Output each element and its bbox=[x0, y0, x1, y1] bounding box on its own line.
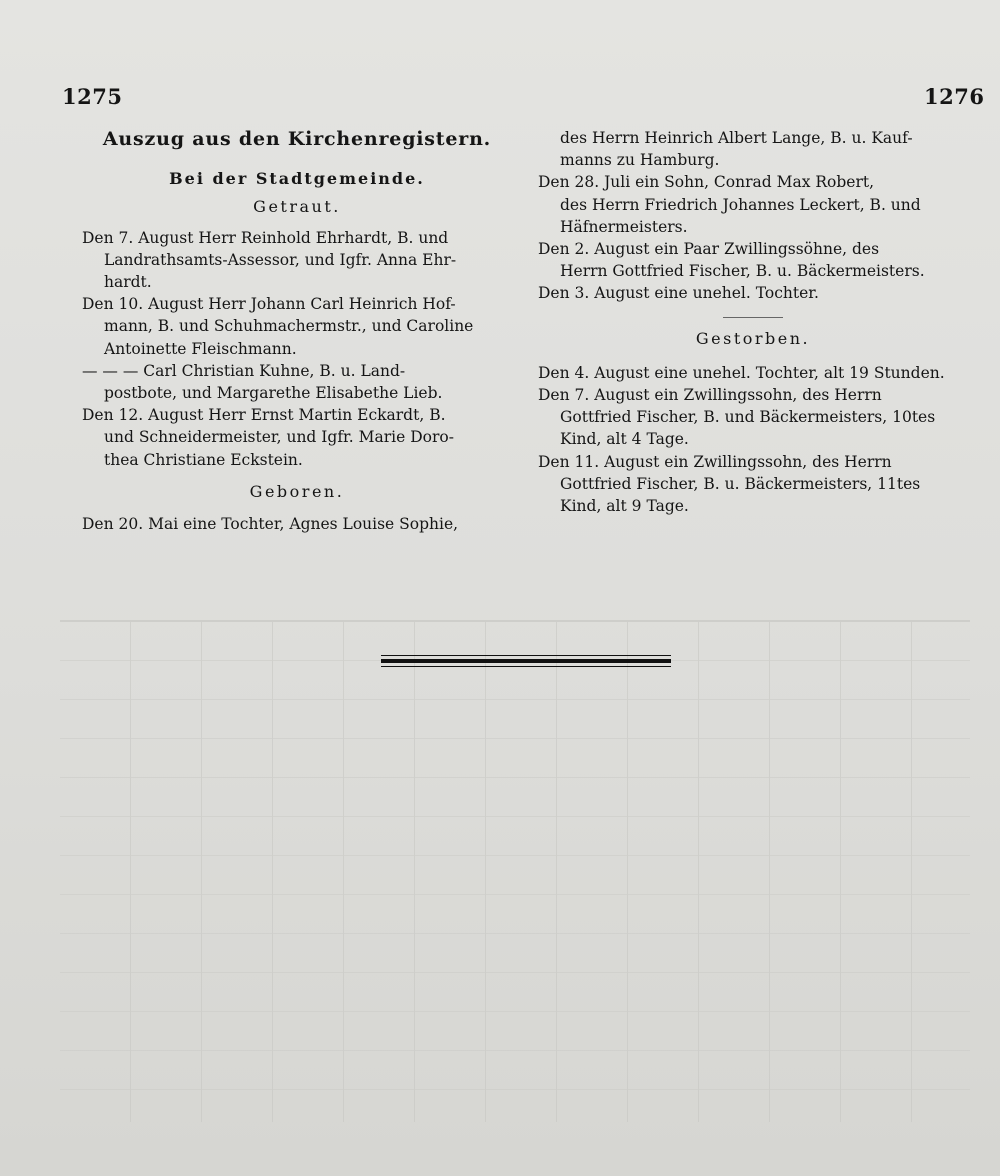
entry-line: Den 12. August Herr Ernst Martin Eckardt, B. bbox=[82, 406, 446, 425]
list-item bbox=[538, 451, 968, 518]
entry-line: Gottfried Fischer, B. u. Bäckermeisters, 11tes bbox=[560, 474, 921, 493]
list-item bbox=[538, 362, 968, 384]
list-item bbox=[82, 360, 512, 404]
died-heading: Gestorben. bbox=[695, 328, 811, 348]
married-heading: Getraut. bbox=[253, 197, 341, 217]
entry-line: postbote, und Margarethe Elisabethe Lieb. bbox=[104, 384, 443, 403]
list-item bbox=[538, 384, 968, 451]
page-number-left: 1275 bbox=[62, 84, 123, 109]
entry-line: Landrathsamts-Assessor, und Igfr. Anna Ehr- bbox=[104, 250, 457, 269]
page-number-right: 1276 bbox=[924, 84, 985, 109]
entry-line: Herrn Gottfried Fischer, B. u. Bäckermeisters. bbox=[560, 262, 925, 281]
right-column bbox=[538, 127, 968, 517]
list-item bbox=[82, 404, 512, 471]
entry-line: mann, B. und Schuhmachermstr., und Caroline bbox=[104, 317, 474, 336]
entry-line: Den 20. Mai eine Tochter, Agnes Louise Sophie, bbox=[82, 515, 459, 534]
entry-line: Kind, alt 4 Tage. bbox=[560, 430, 689, 449]
entry-line: des Herrn Heinrich Albert Lange, B. u. Kauf- bbox=[560, 129, 913, 147]
entry-line: Den 10. August Herr Johann Carl Heinrich Hof- bbox=[82, 295, 456, 314]
entry-line: Antoinette Fleischmann. bbox=[104, 339, 297, 358]
entry-line: thea Christiane Eckstein. bbox=[104, 450, 303, 469]
entry-line: manns zu Hamburg. bbox=[560, 151, 720, 170]
list-item bbox=[82, 293, 512, 360]
entry-line: des Herrn Friedrich Johannes Leckert, B. und bbox=[560, 195, 921, 214]
list-item bbox=[82, 227, 512, 294]
entry-line: Den 3. August eine unehel. Tochter. bbox=[538, 284, 819, 303]
register-title: Auszug aus den Kirchenregistern. bbox=[102, 128, 492, 150]
entry-line: Den 7. August ein Zwillingssohn, des Herrn bbox=[538, 386, 882, 405]
list-item bbox=[82, 513, 512, 535]
entry-line: und Schneidermeister, und Igfr. Marie Doro- bbox=[104, 428, 454, 447]
entry-line: Den 28. Juli ein Sohn, Conrad Max Robert, bbox=[538, 173, 875, 192]
entry-line: hardt. bbox=[104, 273, 152, 292]
died-list bbox=[538, 362, 968, 517]
list-item bbox=[538, 282, 968, 304]
entry-line: Gottfried Fischer, B. und Bäckermeisters, 10tes bbox=[560, 408, 936, 427]
left-column bbox=[82, 128, 512, 535]
entry-line: Häfnermeisters. bbox=[560, 217, 688, 236]
list-item bbox=[538, 127, 968, 171]
entry-line: Den 2. August ein Paar Zwillingssöhne, des bbox=[538, 240, 880, 259]
married-list bbox=[82, 227, 512, 471]
divider bbox=[723, 317, 783, 318]
entry-line: — — — Carl Christian Kuhne, B. u. Land- bbox=[82, 361, 406, 380]
list-item bbox=[538, 238, 968, 282]
list-item bbox=[538, 171, 968, 238]
entry-line: Den 4. August eine unehel. Tochter, alt 19 Stunden. bbox=[538, 363, 945, 382]
show-through-table bbox=[60, 620, 970, 1122]
section-heading: Bei der Stadtgemeinde. bbox=[169, 169, 425, 189]
entry-line: Den 11. August ein Zwillingssohn, des Herrn bbox=[538, 452, 892, 471]
born-heading: Geboren. bbox=[249, 481, 345, 501]
born-continued-list bbox=[538, 127, 968, 305]
closing-rule bbox=[381, 655, 671, 665]
entry-line: Kind, alt 9 Tage. bbox=[560, 497, 689, 516]
entry-line: Den 7. August Herr Reinhold Ehrhardt, B. und bbox=[82, 228, 449, 247]
